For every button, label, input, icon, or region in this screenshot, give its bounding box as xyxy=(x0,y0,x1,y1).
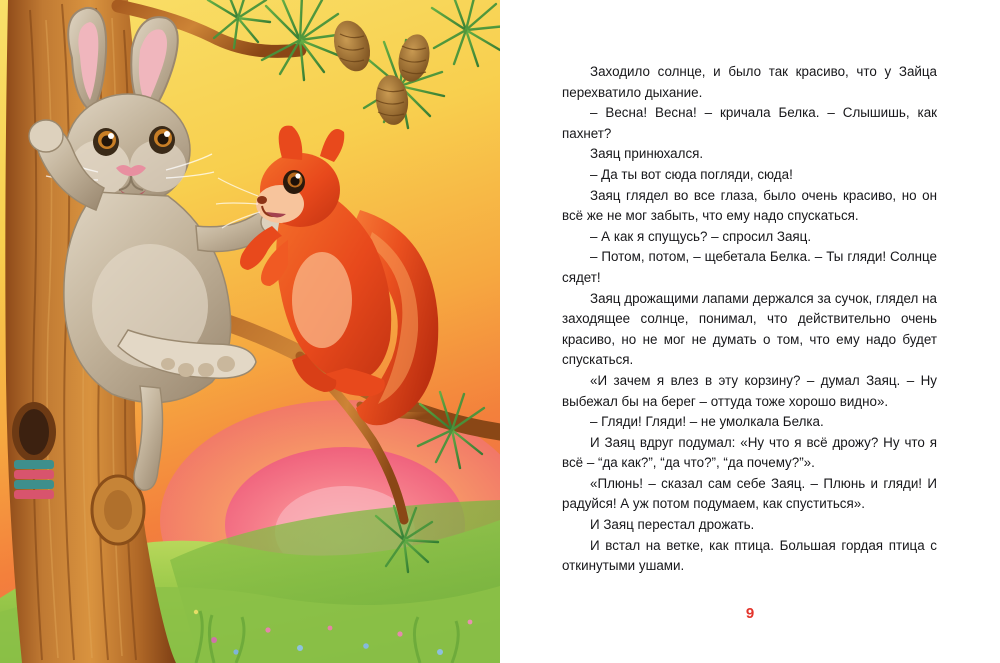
paragraph: – Да ты вот сюда погляди, сюда! xyxy=(590,166,793,182)
paragraph: Заяц принюхался. xyxy=(590,146,704,162)
story-text xyxy=(562,62,937,577)
paragraph: Заходило солнце, и было так красиво, что у Зайца перехватило дыхание. xyxy=(562,64,937,100)
paragraph: – Гляди! Гляди! – не умолкала Белка. xyxy=(590,414,824,430)
paragraph: – Потом, потом, – щебетала Белка. – Ты гляди! Солнце сядет! xyxy=(562,249,937,285)
text-page xyxy=(500,0,1000,663)
paragraph: Заяц глядел во все глаза, было очень красиво, но он всё же не мог забыть, что ему надо спускаться. xyxy=(562,187,937,224)
paragraph: И встал на ветке, как птица. Большая гордая птица с откинутыми ушами. xyxy=(562,537,937,574)
paragraph: «Плюнь! – сказал сам себе Заяц. – Плюнь и гляди! И радуйся! А уж потом подумаем, как спуститься». xyxy=(562,475,937,512)
paragraph: И Заяц перестал дрожать. xyxy=(590,517,755,533)
paragraph: Заяц дрожащими лапами держался за сучок, глядел на заходящее солнце, понимал, что действительно очень красиво, но не мог не думать о том, что ему надо будет спускаться. xyxy=(562,290,937,368)
paragraph: – А как я спущусь? – спросил Заяц. xyxy=(590,228,812,244)
paragraph: «И зачем я влез в эту корзину? – думал Заяц. – Ну выбежал бы на берег – оттуда тоже хорошо видно». xyxy=(562,372,937,409)
paragraph: – Весна! Весна! – кричала Белка. – Слышишь, как пахнет? xyxy=(562,105,937,141)
paragraph: И Заяц вдруг подумал: «Ну что я всё дрожу? Ну что я всё – “да как?”, “да что?”, “да почему?”». xyxy=(562,434,937,471)
page-number: 9 xyxy=(745,605,755,622)
